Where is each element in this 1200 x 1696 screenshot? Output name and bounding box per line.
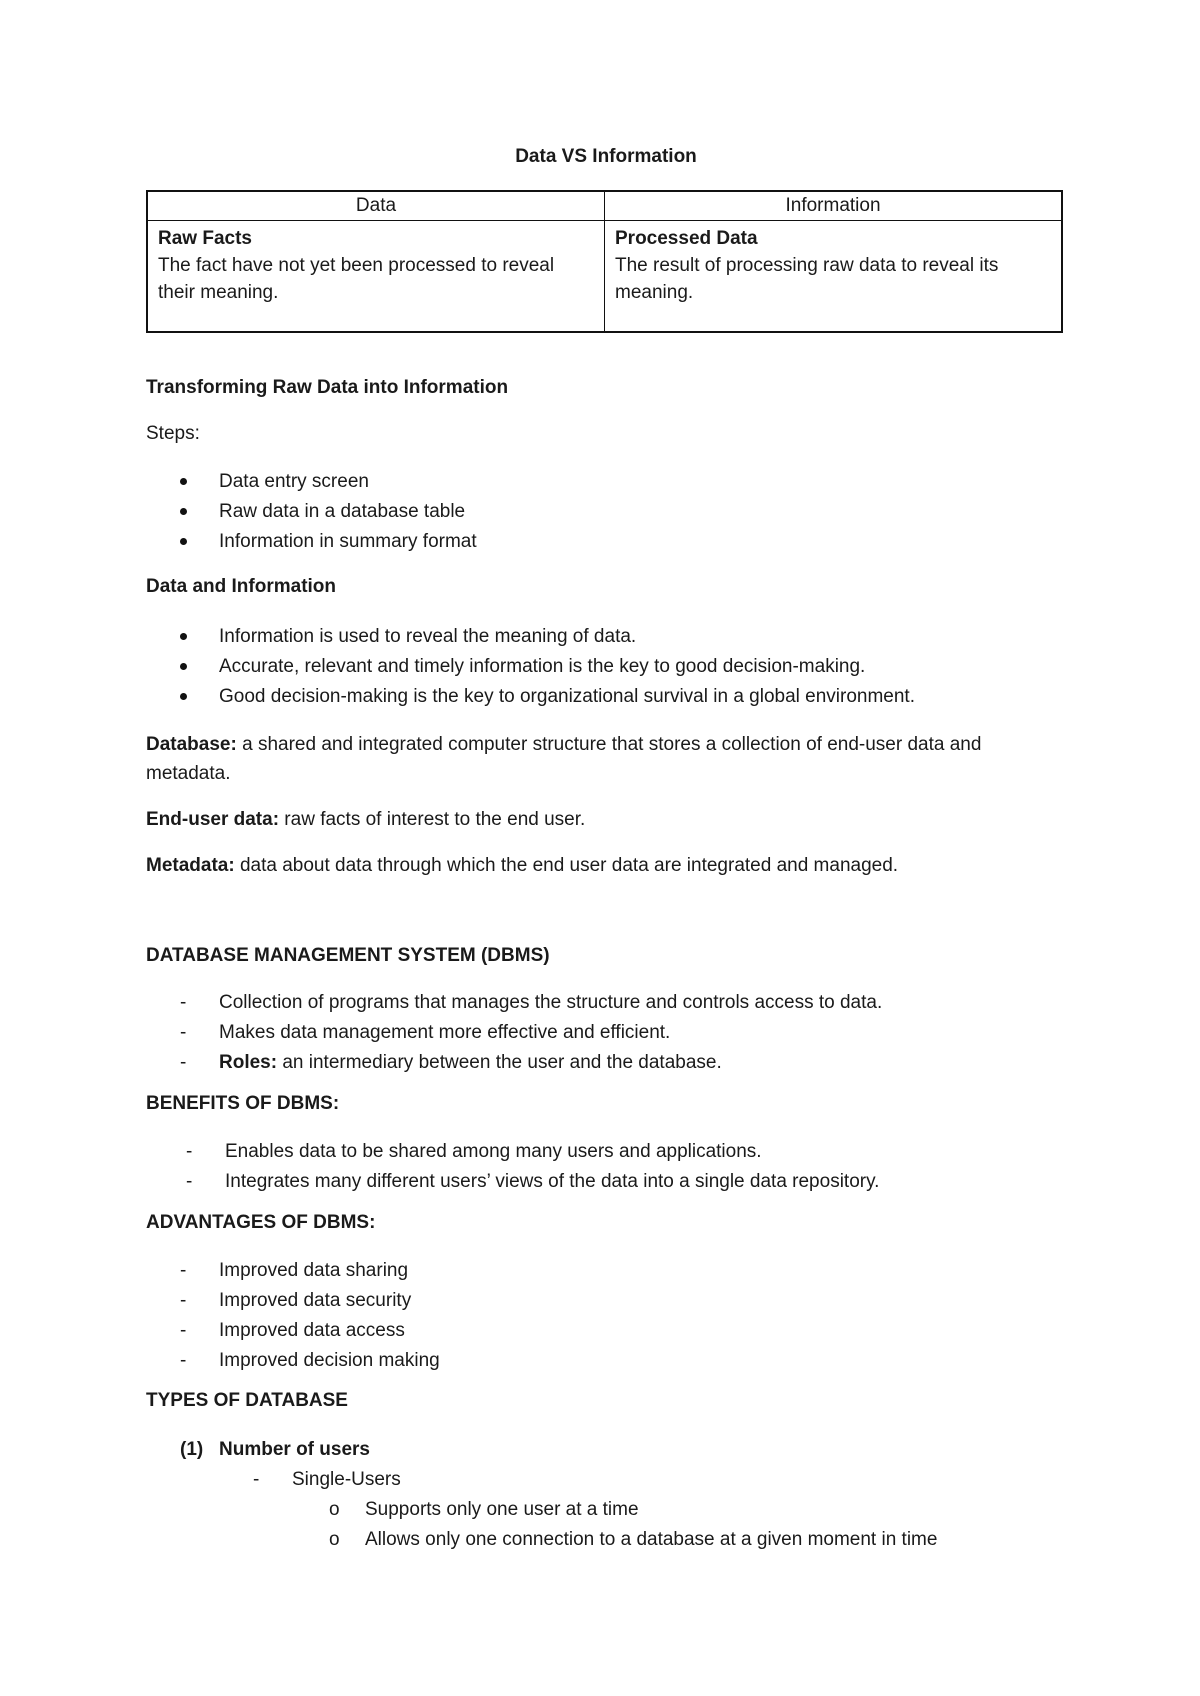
dash-marker: - (180, 1260, 187, 1281)
list-item: - Single-Users (146, 1465, 1066, 1495)
dash-marker: - (180, 992, 187, 1013)
list-item: - Collection of programs that manages the structure and controls access to data. (146, 988, 1066, 1018)
comparison-table (146, 190, 1063, 333)
bullet-icon (180, 538, 187, 545)
bullet-icon (180, 478, 187, 485)
role-text: an intermediary between the user and the database. (277, 1052, 722, 1073)
bullet-icon (180, 508, 187, 515)
list-item: Raw data in a database table (146, 497, 1066, 527)
list-item: - Enables data to be shared among many users and applications. (146, 1137, 1066, 1167)
types-list (146, 1435, 1066, 1555)
cell-heading: Processed Data (615, 228, 758, 249)
bullet-icon (180, 663, 187, 670)
definition-end-user-data (146, 805, 1066, 834)
definition-text: data about data through which the end user data are integrated and managed. (234, 855, 899, 876)
dash-marker: - (180, 1052, 187, 1073)
cell-text: The fact have not yet been processed to reveal their meaning. (158, 255, 555, 303)
definition-database (146, 730, 1066, 788)
list-item: - Makes data management more effective and efficient. (146, 1018, 1066, 1048)
list-item: Data entry screen (146, 467, 1066, 497)
advantages-list (146, 1256, 1066, 1376)
list-item: - Improved data sharing (146, 1256, 1066, 1286)
document-title: Data VS Information (515, 146, 697, 167)
number-marker: (1) (180, 1439, 204, 1460)
list-item: - Improved data access (146, 1316, 1066, 1346)
ring-marker: o (329, 1529, 340, 1550)
steps-label: Steps: (146, 423, 200, 444)
dash-marker: - (186, 1171, 193, 1192)
bullet-icon (180, 633, 187, 640)
definition-metadata (146, 851, 1066, 880)
definition-term: Database: (146, 734, 237, 755)
list-item: o Supports only one user at a time (146, 1495, 1066, 1525)
definition-term: Metadata: (146, 855, 235, 876)
list-item: Information is used to reveal the meaning of data. (146, 622, 1066, 652)
list-item: Accurate, relevant and timely information is the key to good decision-making. (146, 652, 1066, 682)
cell-heading: Raw Facts (158, 228, 252, 249)
steps-list (146, 467, 1066, 557)
bullet-icon (180, 693, 187, 700)
list-item: - Integrates many different users’ views of the data into a single data repository. (146, 1167, 1066, 1197)
section-heading-benefits: BENEFITS OF DBMS: (146, 1093, 340, 1114)
list-item (146, 1048, 1066, 1078)
dash-marker: - (180, 1350, 187, 1371)
section-heading-types: TYPES OF DATABASE (146, 1390, 348, 1411)
definition-text: raw facts of interest to the end user. (279, 809, 586, 830)
section-heading-dbms: DATABASE MANAGEMENT SYSTEM (DBMS) (146, 945, 550, 966)
definition-term: End-user data: (146, 809, 280, 830)
list-item: Information in summary format (146, 527, 1066, 557)
dash-marker: - (253, 1469, 260, 1490)
dash-marker: - (186, 1141, 193, 1162)
data-info-list (146, 622, 1066, 712)
list-item: - Improved decision making (146, 1346, 1066, 1376)
table-header-data: Data (147, 191, 605, 221)
dash-marker: - (180, 1290, 187, 1311)
ring-marker: o (329, 1499, 340, 1520)
dash-marker: - (180, 1022, 187, 1043)
list-item: (1) Number of users (146, 1435, 1066, 1465)
table-header-information: Information (605, 191, 1063, 221)
section-heading-data-info: Data and Information (146, 576, 337, 597)
table-cell-data (147, 221, 605, 333)
table-cell-information (605, 221, 1063, 333)
section-heading-advantages: ADVANTAGES OF DBMS: (146, 1212, 376, 1233)
section-heading-transform: Transforming Raw Data into Information (146, 377, 509, 398)
dash-marker: - (180, 1320, 187, 1341)
list-item: - Improved data security (146, 1286, 1066, 1316)
dbms-list (146, 988, 1066, 1078)
benefits-list (146, 1137, 1066, 1197)
list-item: o Allows only one connection to a database at a given moment in time (146, 1525, 1066, 1555)
list-item: Good decision-making is the key to organizational survival in a global environment. (146, 682, 1066, 712)
definition-text: a shared and integrated computer structure that stores a collection of end-user data and metadata. (146, 734, 982, 784)
cell-text: The result of processing raw data to reveal its meaning. (615, 255, 999, 303)
role-term: Roles: (219, 1052, 278, 1073)
